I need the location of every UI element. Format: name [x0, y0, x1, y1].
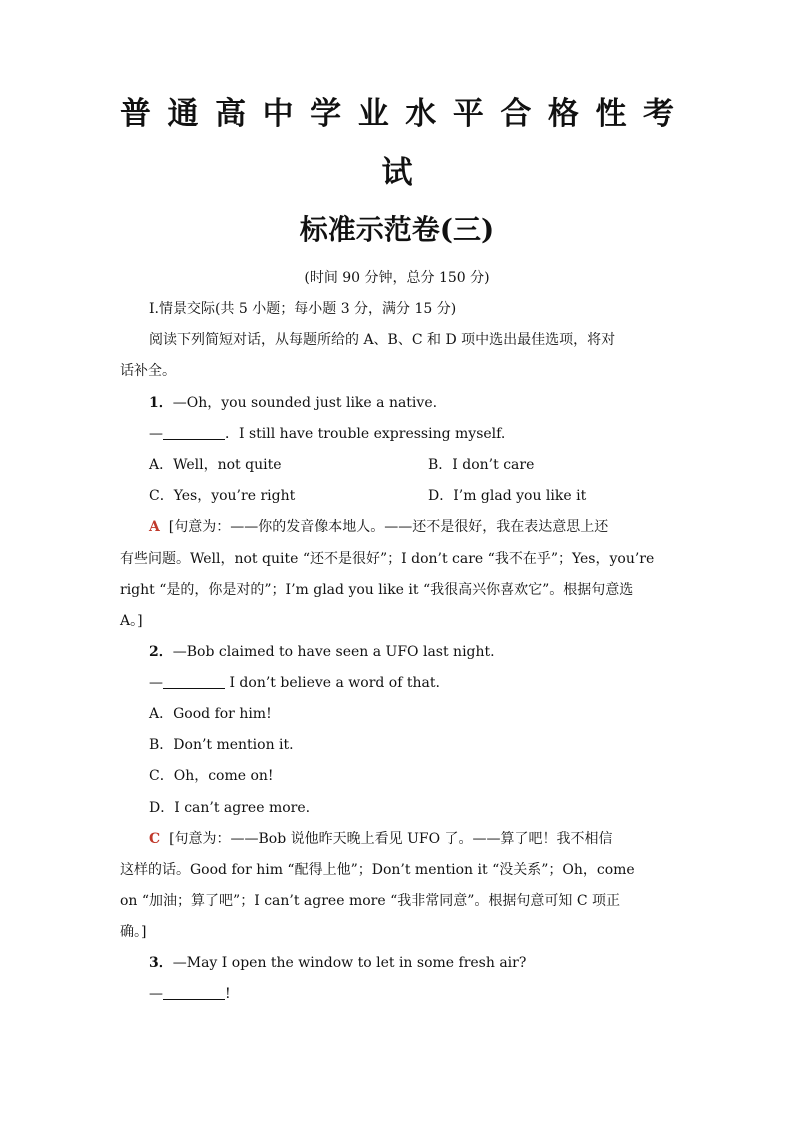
- q1-explanation-line3: right “是的，你是对的”；I’m glad you like it “我很高兴你喜欢它”。根据句意选: [120, 582, 634, 598]
- q3-reply: [149, 984, 676, 1004]
- q1-number: 1．: [149, 395, 173, 411]
- q1-explanation-line1: [149, 517, 676, 537]
- page-title-sub: 标准示范卷(三): [299, 213, 495, 246]
- instruction-line1: 阅读下列简短对话，从每题所给的 A、B、C 和 D 项中选出最佳选项，将对: [149, 332, 616, 348]
- q1-option-c: C．Yes，you’re right: [149, 488, 296, 504]
- q1-explanation-text1: [句意为：——你的发音像本地人。——还不是很好，我在表达意思上还: [168, 519, 609, 535]
- q1-explanation-line4: A。]: [120, 613, 143, 629]
- q1-reply-dash: —: [149, 426, 163, 442]
- q1-options-row2: [149, 486, 676, 506]
- q3-reply-dash: —: [149, 986, 163, 1002]
- q1-prompt: [149, 393, 676, 413]
- q3-reply-text: !: [225, 986, 231, 1002]
- q2-option-a: A．Good for him!: [149, 706, 272, 722]
- q3-blank: [163, 985, 225, 1000]
- q3-number: 3．: [149, 955, 173, 971]
- q2-explanation-line4: 确。]: [120, 924, 147, 940]
- q1-option-b: B．I don’t care: [428, 457, 535, 473]
- q1-blank: [163, 425, 225, 440]
- page-title-line2: 试: [381, 155, 413, 191]
- q2-prompt-text: —Bob claimed to have seen a UFO last night.: [172, 644, 495, 660]
- q1-answer: A: [149, 519, 160, 535]
- q1-reply-text: ．I still have trouble expressing myself.: [225, 426, 506, 442]
- q2-explanation-text1: [句意为：——Bob 说他昨天晚上看见 UFO 了。——算了吧！我不相信: [169, 831, 613, 847]
- q1-prompt-text: —Oh，you sounded just like a native.: [172, 395, 438, 411]
- q2-reply-text: I don’t believe a word of that.: [225, 675, 440, 691]
- q2-option-b: B．Don’t mention it.: [149, 737, 294, 753]
- q1-options-row1: [149, 455, 676, 475]
- q1-reply: [149, 424, 676, 444]
- exam-info: (时间 90 分钟，总分 150 分): [304, 270, 490, 286]
- q2-option-c: C．Oh，come on!: [149, 768, 274, 784]
- q2-answer: C: [149, 831, 161, 847]
- q1-explanation-line2: 有些问题。Well，not quite “还不是很好”；I don’t care “我不在乎”；Yes，you’re: [120, 551, 655, 567]
- q2-blank: [163, 674, 225, 689]
- q2-explanation-line2: 这样的话。Good for him “配得上他”；Don’t mention it “没关系”；Oh，come: [120, 862, 635, 878]
- q1-option-d: D．I’m glad you like it: [428, 488, 587, 504]
- q2-reply: [149, 673, 676, 693]
- q3-prompt-text: —May I open the window to let in some fresh air?: [172, 955, 527, 971]
- page-title-line1: 普通高中学业水平合格性考: [120, 96, 674, 132]
- q2-explanation-line1: [149, 829, 676, 849]
- q2-reply-dash: —: [149, 675, 163, 691]
- instruction-line2: 话补全。: [120, 363, 176, 379]
- q2-prompt: [149, 642, 676, 662]
- q2-explanation-line3: on “加油；算了吧”；I can’t agree more “我非常同意”。根据句意可知 C 项正: [120, 893, 620, 909]
- q2-number: 2．: [149, 644, 173, 660]
- q1-option-a: A．Well，not quite: [149, 457, 282, 473]
- q2-option-d: D．I can’t agree more.: [149, 800, 311, 816]
- q3-prompt: [149, 953, 676, 973]
- section-heading: Ⅰ.情景交际(共 5 小题；每小题 3 分，满分 15 分): [149, 301, 457, 317]
